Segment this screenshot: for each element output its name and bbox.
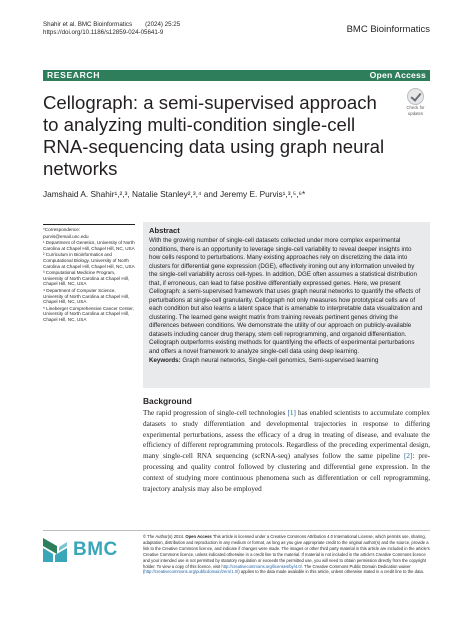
bmc-logo-text: BMC [73, 539, 118, 560]
affiliations-sidebar [43, 224, 135, 324]
background-heading: Background [143, 396, 192, 406]
sidebar-rule [43, 224, 135, 225]
background-text-3: : pre-processing and quality control followed by clustering and differential gene expression. In the context of studying more continuous phenomena such as differentiation or cell reprogramming, trajectory analysis may also be employed [143, 452, 430, 493]
correspondence-email[interactable]: purvis@email.unc.edu [43, 233, 89, 239]
check-updates-icon [407, 88, 424, 105]
bmc-logo-icon [43, 538, 71, 562]
correspondence-label: *Correspondence: [43, 227, 81, 232]
affiliation-4: ⁴ Department of Computer Science, University of North Carolina at Chapel Hill, Chapel Hill, NC, USA [43, 287, 130, 305]
affiliation-1: ¹ Department of Genetics, University of North Carolina at Chapel Hill, Chapel Hill, NC, USA [43, 240, 135, 251]
check-updates-line2: updates [408, 110, 423, 116]
footer-rule [43, 530, 430, 531]
citation-header [43, 21, 180, 37]
bmc-logo [43, 538, 133, 562]
license-link-by[interactable]: http://creativecommons.org/licenses/by/4.0/ [221, 563, 302, 569]
background-text-2: has enabled scientists to accumulate complex datasets to study differentiation and developmental trajectories in response to differing experimental perturbations, assess the efficacy of a drug in treating of disease, and evaluate the efficiency of different reprogramming protocols. Regardless of the preceding experimental design, many single-cell RNA sequencing (scRNA-seq) analyses follow the same pipeline [143, 409, 430, 461]
citation-authors: Shahir et al. BMC Bioinformatics [43, 21, 133, 28]
keywords-line [149, 357, 424, 366]
affiliation-2: ² Curriculum in Bioinformatics and Computational Biology, University of North Carolina at Chapel Hill, Chapel Hill, NC, USA [43, 252, 135, 269]
citation-year-volume: (2024) 25:25 [145, 21, 181, 28]
license-body: This article is licensed under a Creative Commons Attribution 4.0 International License, which permits use, sharing, adaptation, distribution and reproduction in any medium or format, as long as you give appropriate credit to the original author(s) and the source, provide a link to the Creative Commons licence, and indicate if changes were made. The images or other third party material in this article are included in the article's Creative Commons licence, unless indicated otherwise in a credit line to the material. If material is not included in the article's Creative Commons licence and your intended use is not permitted by statutory regulation or exceeds the permitted use, you will need to obtain permission directly from the copyright holder. To view a copy of this licence, visit [143, 534, 430, 569]
article-title: Cellograph: a semi-supervised approach to analyzing multi-condition single-cell RNA-sequencing data using graph neural networks [43, 92, 385, 179]
doi-link[interactable]: https://doi.org/10.1186/s12859-024-05641-9 [43, 29, 164, 36]
author-list: Jamshaid A. Shahir¹,²,³, Natalie Stanley²,³,⁴ and Jeremy E. Purvis¹,³,⁵,⁶* [43, 189, 306, 199]
keywords-list: Graph neural networks, Single-cell genomics, Semi-supervised learning [182, 357, 379, 364]
journal-name: BMC Bioinformatics [346, 24, 430, 35]
affiliation-3: ³ Computational Medicine Program, University of North Carolina at Chapel Hill, Chapel Hill, NC, USA [43, 270, 130, 287]
open-access-label: Open Access [369, 70, 426, 80]
license-body-3: ) applies to the data made available in this article, unless otherwise stated in a credit line to the data. [238, 569, 424, 575]
license-open-access: Open Access [185, 534, 212, 539]
background-text-1: The rapid progression of single-cell technologies [143, 409, 288, 417]
affiliation-5: ⁵ Lineberger Comprehensive Cancer Center, University of North Carolina at Chapel Hill, Chapel Hill, NC, USA [43, 305, 134, 322]
reference-link-1[interactable]: [1] [287, 409, 296, 417]
abstract-text: With the growing number of single-cell datasets collected under more complex experimental conditions, there is an opportunity to leverage single-cell variability to reveal deeper insights into how cells respond to perturbations. Many existing approaches rely on discretizing the data into clusters for differential gene expression (DGE), effectively ironing out any information unveiled by the single-cell variability across cell-types. In addition, DGE often assumes a statistical distribution that, if erroneous, can lead to false positive differentially expressed genes. Here, we present Cellograph: a semi-supervised framework that uses graph neural networks to quantify the effects of perturbations at single-cell granularity. Cellograph not only measures how prototypical cells are of each condition but also learns a latent space that is amenable to interpretable data visualization and clustering. The learned gene weight matrix from training reveals pertinent genes driving the differences between conditions. We demonstrate the utility of our approach on publicly-available datasets including cancer drug therapy, stem cell reprogramming, and organoid differentiation. Cellograph outperforms existing methods for quantifying the effects of experimental perturbations and offers a novel framework to analyze single-cell data using deep learning. [149, 237, 423, 355]
check-for-updates-button[interactable] [401, 88, 430, 116]
license-text [143, 534, 430, 575]
keywords-label: Keywords: [149, 357, 181, 364]
license-copyright: © The Author(s) 2024. [143, 534, 186, 539]
article-type-bar [43, 70, 430, 81]
reference-link-2[interactable]: [2] [404, 452, 413, 461]
abstract-box [143, 222, 430, 388]
check-updates-line1: Check for [406, 105, 425, 110]
background-paragraph [143, 408, 430, 494]
article-type-label: RESEARCH [47, 70, 101, 80]
license-link-zero[interactable]: http://creativecommons.org/publicdomain/zero/1.0/ [144, 569, 239, 575]
license-body-2: . The Creative Commons Public Domain Dedication waiver ( [143, 563, 411, 575]
abstract-heading: Abstract [149, 226, 180, 235]
